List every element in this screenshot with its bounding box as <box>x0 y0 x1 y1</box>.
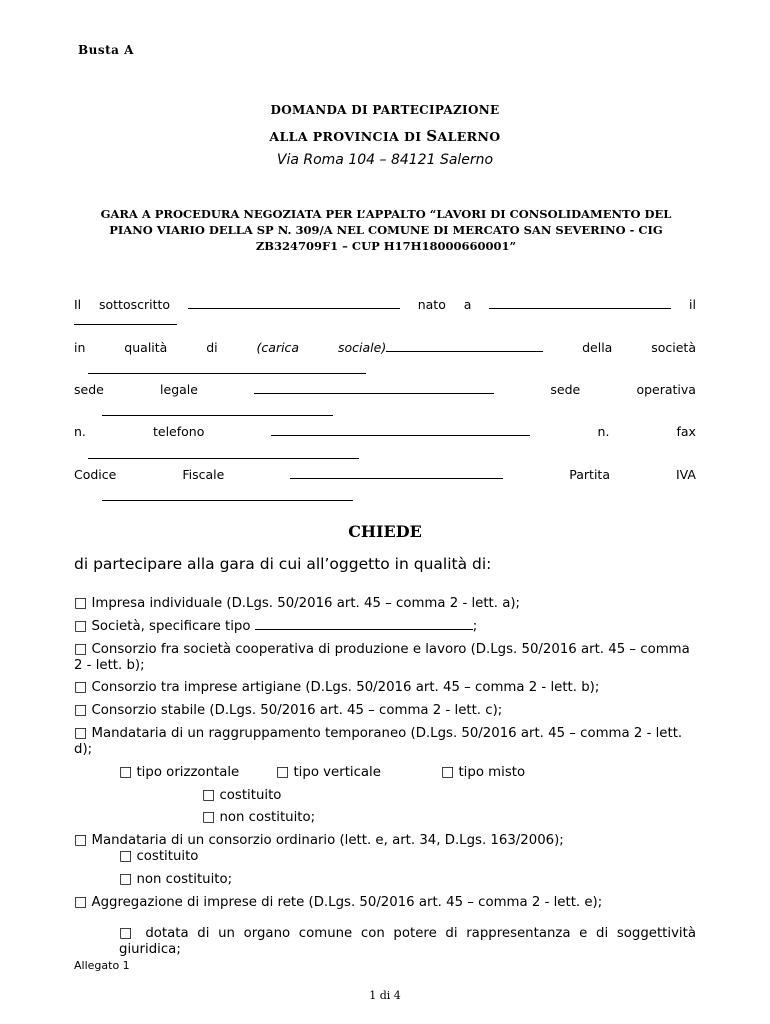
option-label: tipo verticale <box>293 765 381 780</box>
option-label-end: ; <box>472 619 478 634</box>
checkbox-icon[interactable]: □ <box>202 809 216 825</box>
option-mandataria-consorzio[interactable] <box>74 832 564 848</box>
option-label: costituito <box>219 788 282 803</box>
checkbox-icon[interactable]: □ <box>74 725 88 741</box>
recipient-initial: S <box>426 127 438 145</box>
option-label: non costituito; <box>219 810 316 825</box>
label-telefono: telefono <box>152 424 205 439</box>
tax-code-field[interactable] <box>290 467 503 479</box>
label-nato: nato <box>417 297 446 312</box>
checkbox-icon[interactable]: □ <box>74 641 88 657</box>
label-della: della <box>582 340 613 355</box>
label-legale: legale <box>160 382 198 397</box>
checkbox-icon[interactable]: □ <box>74 595 88 611</box>
label-n-fax: n. <box>597 424 610 439</box>
fax-row <box>88 447 359 462</box>
checkbox-icon[interactable]: □ <box>74 702 88 718</box>
option-label: dotata di un organo comune con potere di rappresentanza e di soggettività giuridica; <box>119 926 696 957</box>
company-type-field[interactable] <box>255 618 473 630</box>
company-row <box>88 362 366 377</box>
suboption-orizzontale[interactable] <box>119 764 239 780</box>
label-fiscale: Fiscale <box>182 467 225 482</box>
envelope-label: Busta A <box>78 43 134 57</box>
option-societa[interactable] <box>74 618 477 634</box>
role-field[interactable] <box>386 340 543 352</box>
tender-subject: GARA A PROCEDURA NEGOZIATA PER L’APPALTO “LAVORI DI CONSOLIDAMENTO DEL PIANO VIARIO DELLA SP N. 309/A NEL COMUNE DI MERCATO SAN SEVERINO - CIG ZB324709F1 – CUP H17H18000660001” <box>100 207 672 253</box>
birthdate-row <box>74 313 177 328</box>
label-sede-op: sede <box>550 382 581 397</box>
label-a: a <box>463 297 472 312</box>
label-societa: società <box>651 340 696 355</box>
suboption-non-costituito-2[interactable] <box>119 871 232 887</box>
label-carica: (carica <box>256 340 300 355</box>
label-il-date: il <box>689 297 696 312</box>
option-consorzio-artigiane[interactable] <box>74 679 599 695</box>
suboption-non-costituito[interactable] <box>202 809 315 825</box>
label-in: in <box>74 340 86 355</box>
label-sociale: sociale) <box>337 340 387 355</box>
vat-row <box>102 489 353 504</box>
birthdate-field[interactable] <box>74 313 177 325</box>
label-il: Il <box>74 297 82 312</box>
phone-field[interactable] <box>271 424 530 436</box>
option-label: Società, specificare tipo <box>91 619 255 634</box>
checkbox-icon[interactable]: □ <box>441 764 455 780</box>
request-heading: CHIEDE <box>348 522 422 541</box>
option-label: Mandataria di un raggruppamento temporaneo (D.Lgs. 50/2016 art. 45 – comma 2 - lett. d); <box>74 726 683 757</box>
role-row <box>74 340 696 355</box>
checkbox-icon[interactable]: □ <box>74 618 88 634</box>
label-qualita: qualità <box>124 340 168 355</box>
label-partita: Partita <box>569 467 610 482</box>
checkbox-icon[interactable]: □ <box>119 871 133 887</box>
checkbox-icon[interactable]: □ <box>74 894 88 910</box>
option-consorzio-stabile[interactable] <box>74 702 502 718</box>
option-label: Consorzio fra società cooperativa di produzione e lavoro (D.Lgs. 50/2016 art. 45 – comma 2 - lett. b); <box>74 642 690 673</box>
registered-office-field[interactable] <box>254 382 494 394</box>
label-n: n. <box>74 424 86 439</box>
signer-name-field[interactable] <box>188 297 400 309</box>
suboption-misto[interactable] <box>441 764 525 780</box>
option-label: Impresa individuale (D.Lgs. 50/2016 art. 45 – comma 2 - lett. a); <box>91 596 521 611</box>
recipient-rest: ALERNO <box>437 129 501 144</box>
option-mandataria-raggruppamento[interactable] <box>74 725 696 758</box>
checkbox-icon[interactable]: □ <box>119 848 133 864</box>
recipient-prefix: ALLA PROVINCIA DI <box>269 129 427 144</box>
signer-name-row <box>74 297 696 312</box>
option-label: Aggregazione di imprese di rete (D.Lgs. 50/2016 art. 45 – comma 2 - lett. e); <box>91 895 603 910</box>
label-operativa: operativa <box>636 382 696 397</box>
option-consorzio-cooperative[interactable] <box>74 641 696 674</box>
operating-office-field[interactable] <box>102 404 333 416</box>
vat-field[interactable] <box>102 489 353 501</box>
option-label: Consorzio stabile (D.Lgs. 50/2016 art. 45 – comma 2 - lett. c); <box>91 703 503 718</box>
checkbox-icon[interactable]: □ <box>74 679 88 695</box>
checkbox-icon[interactable]: □ <box>119 764 133 780</box>
option-label: tipo misto <box>458 765 526 780</box>
option-label: Consorzio tra imprese artigiane (D.Lgs. 50/2016 art. 45 – comma 2 - lett. b); <box>91 680 600 695</box>
label-sottoscritto: sottoscritto <box>99 297 171 312</box>
phone-row <box>74 424 696 439</box>
label-codice: Codice <box>74 467 117 482</box>
option-aggregazione-rete[interactable] <box>74 894 602 910</box>
option-label: non costituito; <box>136 872 233 887</box>
document-title: DOMANDA DI PARTECIPAZIONE <box>270 103 500 117</box>
label-sede: sede <box>74 382 104 397</box>
office-row <box>74 382 696 397</box>
label-fax: fax <box>676 424 696 439</box>
recipient-address: Via Roma 104 – 84121 Salerno <box>276 152 494 168</box>
tax-row <box>74 467 696 482</box>
recipient-line <box>0 127 770 145</box>
checkbox-icon[interactable]: □ <box>276 764 290 780</box>
suboption-verticale[interactable] <box>276 764 381 780</box>
company-field[interactable] <box>88 362 366 374</box>
birthplace-field[interactable] <box>489 297 671 309</box>
attachment-label: Allegato 1 <box>74 959 130 972</box>
operating-office-row <box>102 404 333 419</box>
option-label: Mandataria di un consorzio ordinario (lett. e, art. 34, D.Lgs. 163/2006); <box>91 833 564 848</box>
page-number: 1 di 4 <box>369 989 401 1002</box>
suboption-costituito-2[interactable] <box>119 848 198 864</box>
option-label: tipo orizzontale <box>136 765 240 780</box>
label-di: di <box>206 340 218 355</box>
suboption-costituito[interactable] <box>202 787 281 803</box>
option-label: costituito <box>136 849 199 864</box>
checkbox-icon[interactable]: □ <box>74 832 88 848</box>
request-intro: di partecipare alla gara di cui all’oggetto in qualità di: <box>74 555 492 573</box>
label-iva: IVA <box>675 467 696 482</box>
checkbox-icon[interactable]: □ <box>202 787 216 803</box>
fax-field[interactable] <box>88 447 359 459</box>
checkbox-icon[interactable]: □ <box>119 925 137 941</box>
option-impresa-individuale[interactable] <box>74 595 520 611</box>
suboption-organo-comune[interactable] <box>119 925 696 958</box>
